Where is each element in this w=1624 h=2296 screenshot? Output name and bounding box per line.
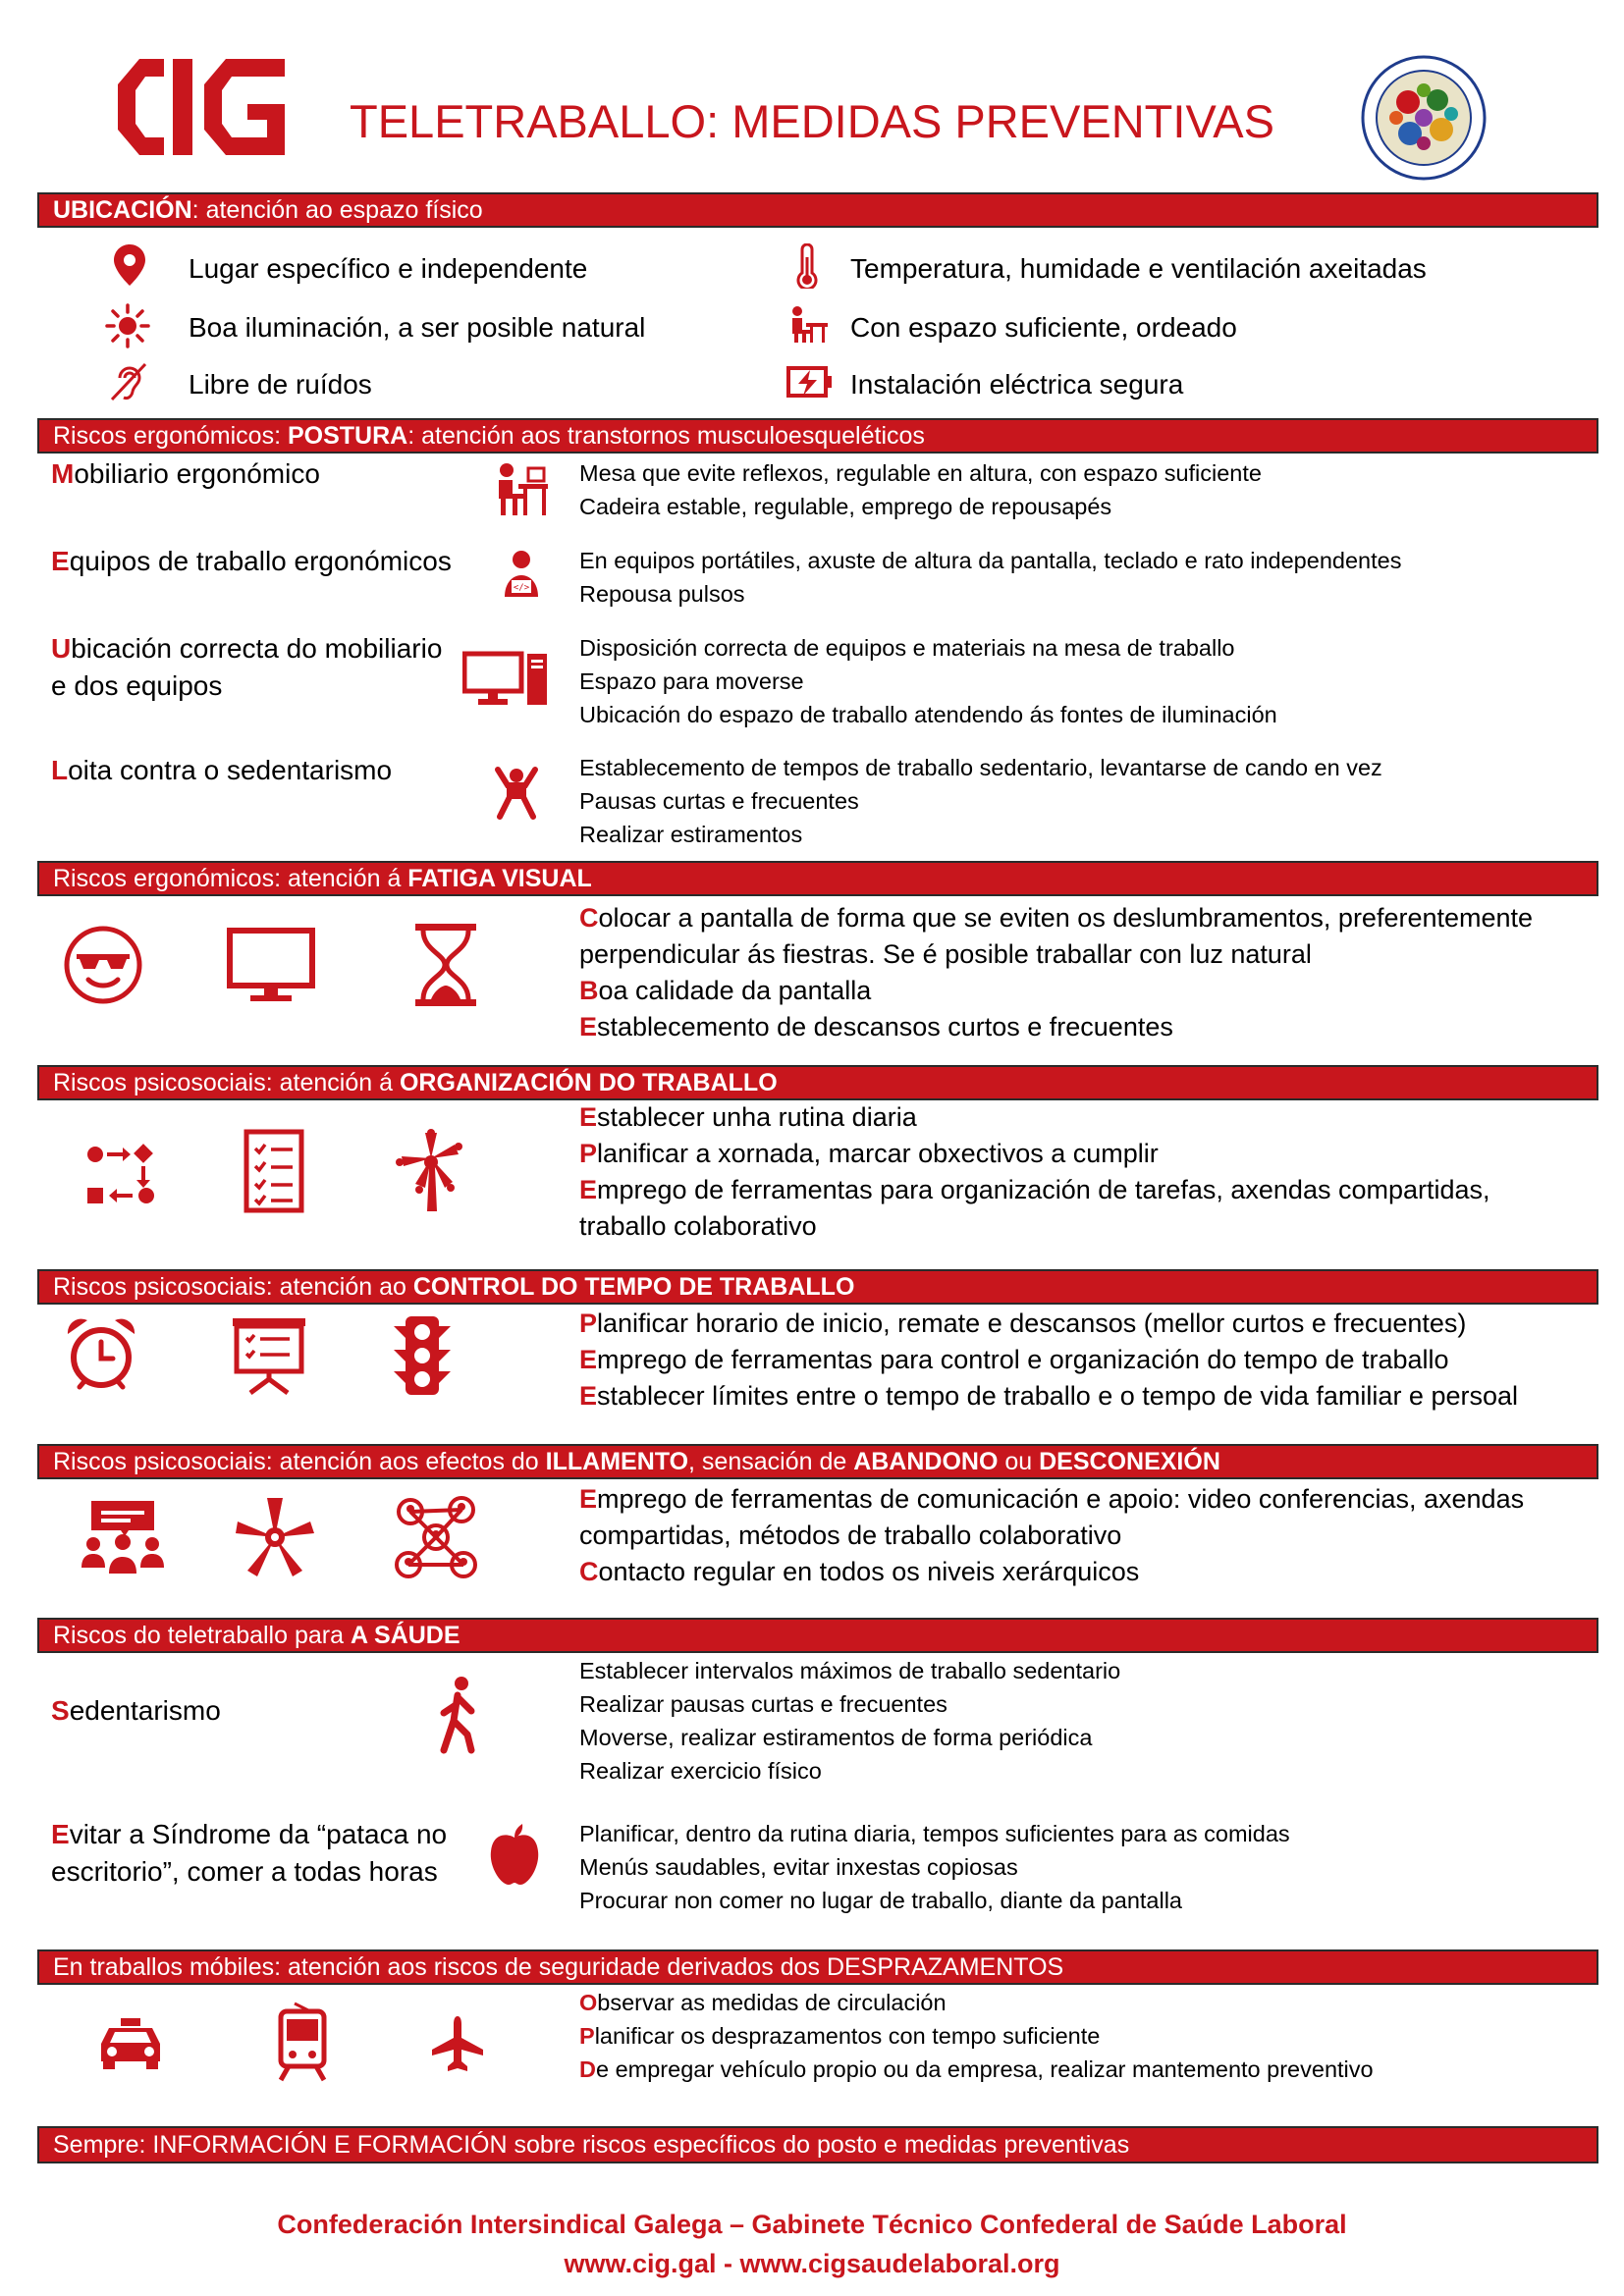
video-meeting-icon [81,1498,165,1576]
laptop-user-icon [497,548,546,601]
saude-line: Establecer intervalos máximos de traballo sedentario [579,1658,1121,1683]
electric-battery-icon [785,359,835,404]
control-line: Emprego de ferramentas para control e organización do tempo de traballo [579,1345,1449,1374]
checklist-icon [242,1127,306,1215]
footer-organization: Confederación Intersindical Galega – Gabinete Técnico Confederal de Saúde Laboral [277,2210,1347,2239]
saude-row-lines-1 [579,1654,1120,1788]
saude-row-lines-2 [579,1817,1290,1917]
sunglasses-face-icon [61,923,145,1007]
postura-row-lines-2 [579,544,1401,611]
control-lines [579,1306,1518,1415]
ubicacion-item-6: Instalación eléctrica segura [850,369,1184,400]
footer-links[interactable]: www.cig.gal - www.cigsaudelaboral.org [564,2249,1060,2278]
postura-line: Establecemento de tempos de traballo sedentario, levantarse de cando en vez [579,755,1382,780]
postura-line: Cadeira estable, regulable, emprego de repousapés [579,494,1112,519]
walking-person-icon [428,1675,487,1755]
illamento-lines [579,1481,1524,1590]
section-bar-ubicacion: UBICACIÓN: atención ao espazo físico [37,192,1598,228]
location-pin-icon [108,243,151,287]
saude-line: Menús saudables, evitar inxestas copiosas [579,1854,1018,1880]
control-line: Planificar horario de inicio, remate e descansos (mellor curtos e frecuentes) [579,1308,1467,1338]
svg-text:</>: </> [513,583,530,593]
thermometer-icon [785,243,829,289]
postura-line: Mesa que evite reflexos, regulable en altura, con espazo suficiente [579,460,1262,486]
fatiga-line: perpendicular ás fiestras. Se é posible traballar con luz natural [579,939,1312,969]
postura-line: Espazo para moverse [579,668,804,694]
illamento-line: Contacto regular en todos os niveis xerárquicos [579,1557,1140,1586]
section-bar-saude: Riscos do teletraballo para A SÁUDE [37,1618,1598,1653]
saude-line: Procurar non comer no lugar de traballo, diante da pantalla [579,1888,1182,1913]
organizacion-lines [579,1099,1490,1245]
organizacion-line: Establecer unha rutina diaria [579,1102,917,1132]
section-bar-sempre: Sempre: INFORMACIÓN E FORMACIÓN sobre riscos específicos do posto e medidas preventivas [37,2126,1598,2163]
postura-row-title-4: Loita contra o sedentarismo [51,755,393,785]
saude-line: Planificar, dentro da rutina diaria, tempos suficientes para as comidas [579,1821,1290,1846]
workflow-icon [82,1139,161,1211]
desprazamentos-line: De empregar vehículo propio ou da empresa, realizar mantemento preventivo [579,2056,1374,2082]
postura-line: Ubicación do espazo de traballo atendendo ás fontes de iluminación [579,702,1277,727]
traffic-light-icon [391,1313,454,1398]
fatiga-line: Establecemento de descansos curtos e frecuentes [579,1012,1173,1041]
desktop-computer-icon [461,648,550,711]
postura-line: Pausas curtas e frecuentes [579,788,859,814]
alarm-clock-icon [63,1315,139,1394]
organizacion-line: Planificar a xornada, marcar obxectivos a cumplir [579,1139,1159,1168]
fatiga-line: Colocar a pantalla de forma que se eviten os deslumbramentos, preferentemente [579,903,1534,933]
apple-icon [485,1820,544,1889]
fatiga-line: Boa calidade da pantalla [579,976,872,1005]
ubicacion-item-3: Boa iluminación, a ser posible natural [189,312,646,343]
airplane-icon [428,2012,487,2073]
postura-row-title-2: Equipos de traballo ergonómicos [51,546,452,576]
postura-line: Repousa pulsos [579,581,745,607]
presentation-board-icon [230,1315,308,1396]
section-bar-illamento: Riscos psicosociais: atención aos efectos do ILLAMENTO, sensación de ABANDONO ou DESCONEXIÓN [37,1444,1598,1479]
cig-logo [110,55,287,159]
section-bar-fatiga-visual: Riscos ergonómicos: atención á FATIGA VISUAL [37,861,1598,896]
postura-row-lines-4 [579,751,1382,851]
section-bar-control-tempo: Riscos psicosociais: atención ao CONTROL DO TEMPO DE TRABALLO [37,1269,1598,1305]
saude-line: Realizar pausas curtas e frecuentes [579,1691,947,1717]
cig-seal-logo [1361,55,1487,181]
section-bar-postura: Riscos ergonómicos: POSTURA: atención aos transtornos musculoesqueléticos [37,418,1598,454]
illamento-line: Emprego de ferramentas de comunicación e apoio: video conferencias, axendas [579,1484,1525,1514]
taxi-icon [96,2014,165,2071]
organizacion-line: Emprego de ferramentas para organización de tarefas, axendas compartidas, [579,1175,1490,1204]
saude-row-title-1: Sedentarismo [51,1695,221,1726]
fatiga-lines [579,900,1533,1045]
section-bar-desprazamentos: En traballos móbiles: atención aos riscos de seguridade derivados dos DESPRAZAMENTOS [37,1949,1598,1985]
postura-row-lines-3 [579,631,1277,731]
postura-line: Disposición correcta de equipos e materiais na mesa de traballo [579,635,1235,661]
train-icon [275,2001,330,2083]
stretching-person-icon [489,762,544,823]
desprazamentos-line: Planificar os desprazamentos con tempo suficiente [579,2023,1101,2049]
hourglass-icon [410,921,481,1009]
section-bar-organizacion: Riscos psicosociais: atención á ORGANIZACIÓN DO TRABALLO [37,1065,1598,1100]
ubicacion-item-1: Lugar específico e independente [189,253,588,284]
postura-row-lines-1 [579,456,1262,523]
no-noise-icon [106,359,151,404]
desk-worker-icon [491,461,554,518]
desprazamentos-lines [579,1986,1374,2086]
postura-row-title-1: Mobiliario ergonómico [51,458,320,489]
illamento-line: compartidas, métodos de traballo colaborativo [579,1521,1122,1550]
postura-row-title-3: Ubicación correcta do mobiliario e dos equipos [51,633,443,701]
ubicacion-item-2: Temperatura, humidade e ventilación axeitadas [850,253,1427,284]
control-line: Establecer límites entre o tempo de traballo e o tempo de vida familiar e persoal [579,1381,1519,1411]
saude-row-title-2: Evitar a Síndrome da “pataca no escritorio”, comer a todas horas [51,1819,448,1887]
page-title: TELETRABALLO: MEDIDAS PREVENTIVAS [350,95,1274,147]
sun-icon [104,302,151,349]
network-people-icon [389,1492,483,1584]
ubicacion-item-5: Libre de ruídos [189,369,372,400]
teamwork-hands-icon [230,1492,320,1582]
ubicacion-item-4: Con espazo suficiente, ordeado [850,312,1237,343]
saude-line: Realizar exercicio físico [579,1758,822,1784]
desprazamentos-line: Observar as medidas de circulación [579,1990,947,2015]
postura-line: En equipos portátiles, axuste de altura da pantalla, teclado e rato independentes [579,548,1402,573]
postura-line: Realizar estiramentos [579,822,803,847]
organizacion-line: traballo colaborativo [579,1211,817,1241]
workspace-desk-icon [785,302,833,347]
monitor-icon [226,927,316,1005]
teamwork-hands-icon [389,1127,473,1215]
saude-line: Moverse, realizar estiramentos de forma periódica [579,1725,1093,1750]
